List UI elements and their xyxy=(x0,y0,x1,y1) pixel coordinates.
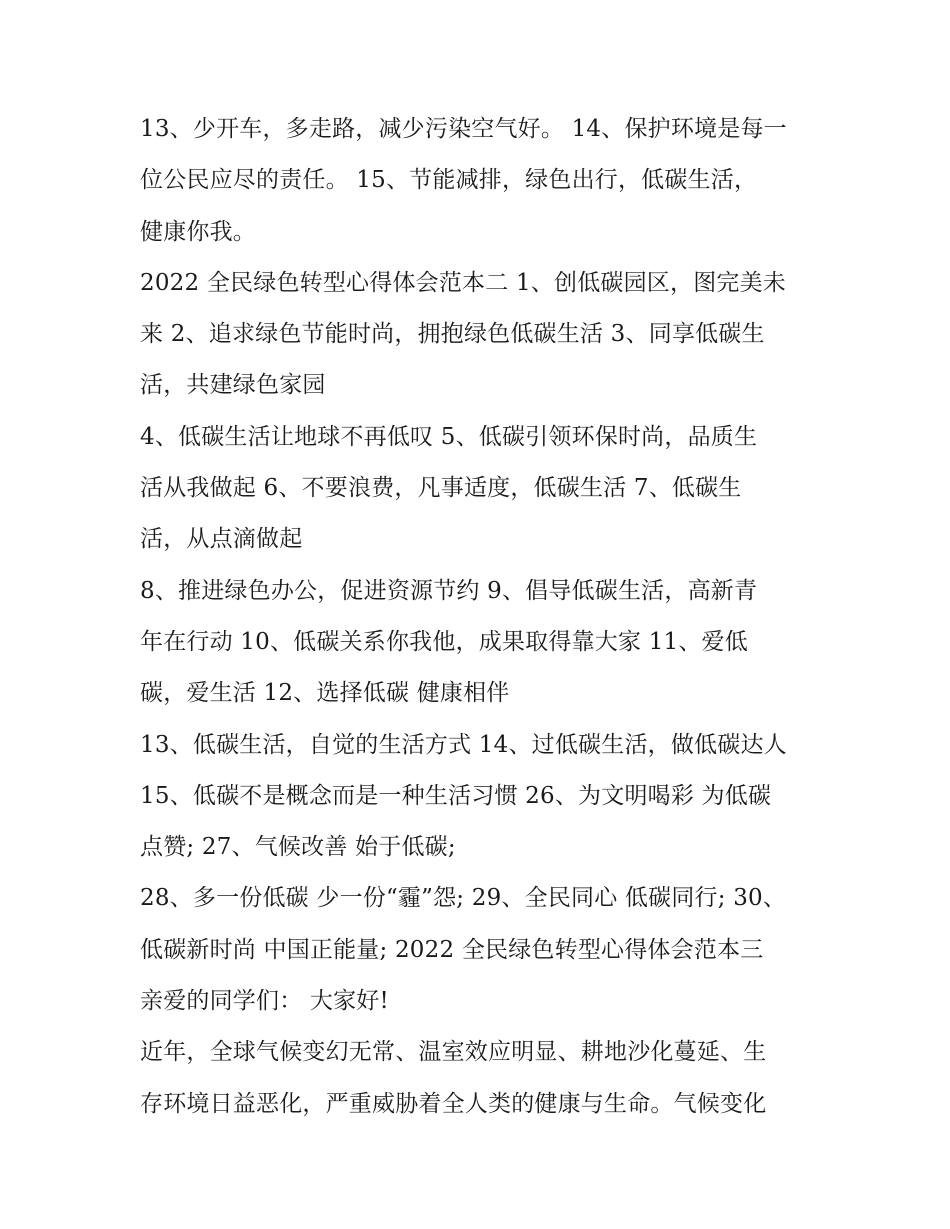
text-line: 活从我做起 6、不要浪费，凡事适度，低碳生活 7、低碳生 xyxy=(140,475,742,502)
text-line: 低碳新时尚 中国正能量; 2022 全民绿色转型心得体会范本三 xyxy=(140,936,764,963)
text-line: 13、少开车，多走路，减少污染空气好。 14、保护环境是每一 xyxy=(140,116,787,142)
text-line: 4、低碳生活让地球不再低叹 5、低碳引领环保时尚，品质生 xyxy=(140,423,758,450)
text-line: 13、低碳生活，自觉的生活方式 14、过低碳生活，做低碳达人 xyxy=(140,731,787,758)
text-line: 点赞; 27、气候改善 始于低碳; xyxy=(140,834,456,861)
text-line: 亲爱的同学们： 大家好! xyxy=(140,988,389,1015)
text-line: 碳，爱生活 12、选择低碳 健康相伴 xyxy=(140,680,510,707)
text-line: 活，共建绿色家园 xyxy=(140,372,326,399)
text-line: 存环境日益恶化，严重威胁着全人类的健康与生命。气候变化 xyxy=(140,1090,767,1117)
text-line: 位公民应尽的责任。 15、节能减排，绿色出行，低碳生活， xyxy=(140,167,758,194)
text-line: 健康你我。 xyxy=(140,218,256,245)
text-line: 活，从点滴做起 xyxy=(140,526,303,553)
document-body xyxy=(140,104,820,1130)
text-line: 近年，全球气候变幻无常、温室效应明显、耕地沙化蔓延、生 xyxy=(140,1039,767,1066)
text-line: 8、推进绿色办公，促进资源节约 9、倡导低碳生活，高新青 xyxy=(140,577,758,604)
text-line: 28、多一份低碳 少一份“霾”怨; 29、全民同心 低碳同行; 30、 xyxy=(140,885,787,912)
text-line: 15、低碳不是概念而是一种生活习惯 26、为文明喝彩 为低碳 xyxy=(140,782,772,809)
text-line: 2022 全民绿色转型心得体会范本二 1、创低碳园区，图完美未 xyxy=(140,269,786,296)
text-line: 来 2、追求绿色节能时尚，拥抱绿色低碳生活 3、同享低碳生 xyxy=(140,321,765,348)
text-line: 年在行动 10、低碳关系你我他，成果取得靠大家 11、爱低 xyxy=(140,628,748,655)
